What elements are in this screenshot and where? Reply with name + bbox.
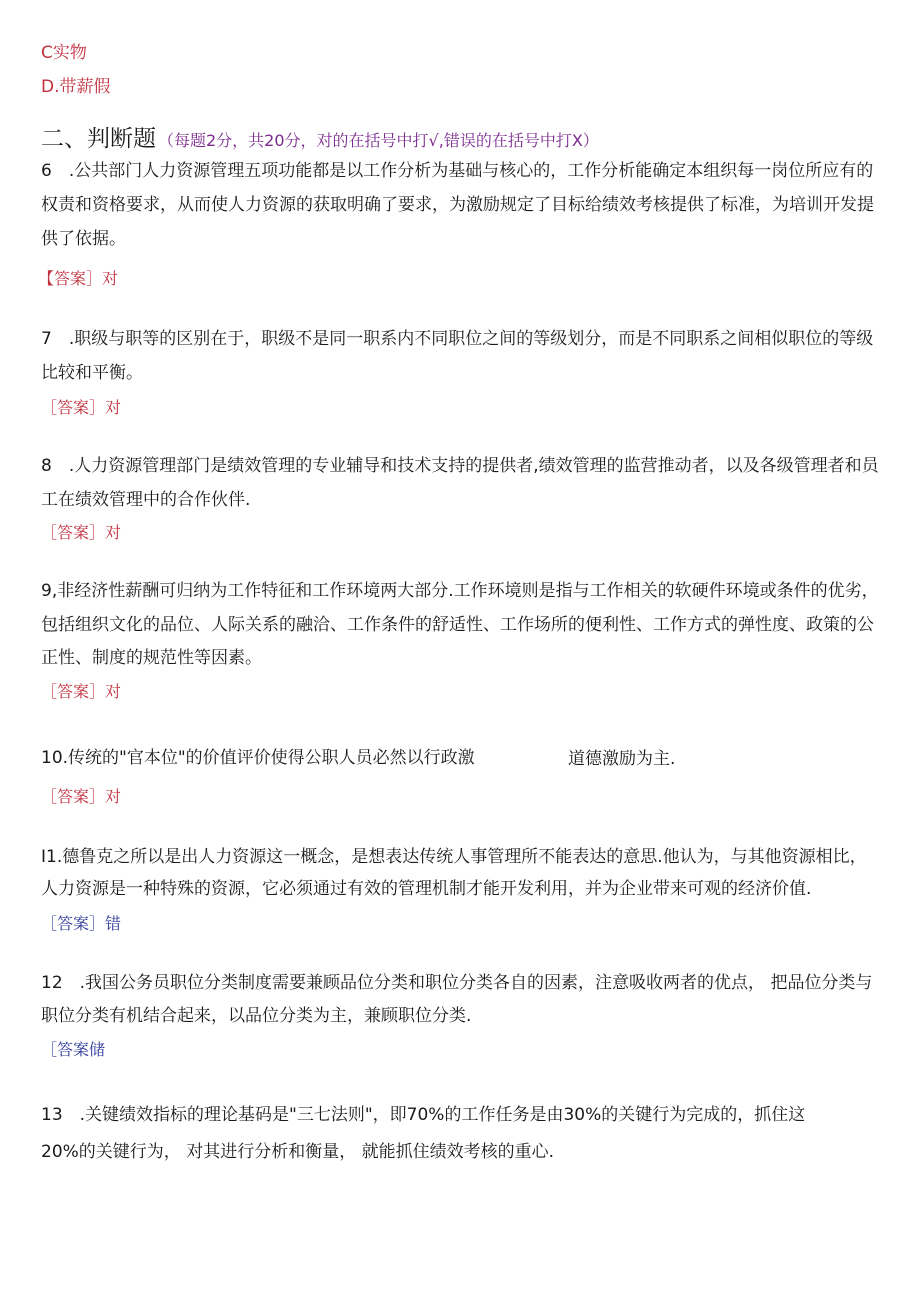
question-text-line: 职位分类有机结合起来，以品位分类为主，兼顾职位分类. [41,1006,472,1026]
answer-label: ［答案］对 [41,787,122,806]
answer-label: ［答案］对 [41,523,122,542]
question-text-line: 13 .关键绩效指标的理论基码是"三七法则"，即70%的工作任务是由30%的关键行为完成的，抓住这 [41,1105,806,1125]
question-text-line: 比较和平衡。 [41,363,143,383]
question-text-line: 正性、制度的规范性等因素。 [41,648,262,668]
question-text-line: 9,非经济性薪酬可归纳为工作特征和工作环境两大部分.工作环境则是指与工作相关的软硬件环境或条件的优劣， [41,581,879,601]
answer-label: 【答案］对 [38,269,119,288]
question-text-line: 供了依据。 [41,229,126,249]
question-text-line: 工在绩效管理中的合作伙伴. [41,490,251,510]
question-text-line: 道德激励为主. [568,749,676,769]
question-text-line: 6 .公共部门人力资源管理五项功能都是以工作分析为基础与核心的，工作分析能确定本组织每一岗位所应有的 [41,161,874,181]
question-text-line: 20%的关键行为， 对其进行分析和衡量， 就能抓住绩效考核的重心. [41,1142,554,1162]
answer-label: ［答案储 [41,1040,106,1059]
question-text-line: 权责和资格要求，从而使人力资源的获取明确了要求，为激励规定了目标给绩效考核提供了标准，为培训开发提 [41,195,874,215]
option-d: D.带薪假 [41,77,111,97]
question-text-line: I1.德鲁克之所以是出人力资源这一概念，是想表达传统人事管理所不能表达的意思.他认为，与其他资源相比， [41,847,867,867]
question-text-line: 8 .人力资源管理部门是绩效管理的专业辅导和技术支持的提供者,绩效管理的监营推动者，以及各级管理者和员 [41,456,879,476]
answer-label: ［答案］对 [41,682,122,701]
question-text-line: 10.传统的"官本位"的价值评价使得公职人员必然以行政激 [41,748,475,768]
question-text-line: 人力资源是一种特殊的资源，它必须通过有效的管理机制才能开发利用，并为企业带来可观的经济价值. [41,879,812,899]
option-c: C实物 [41,43,87,63]
answer-label: ［答案］错 [41,914,122,933]
section-title: 二、判断题 [41,126,156,152]
question-text-line: 包括组织文化的品位、人际关系的融洽、工作条件的舒适性、工作场所的便利性、工作方式的弹性度、政策的公 [41,615,874,635]
question-text-line: 7 .职级与职等的区别在于，职级不是同一职系内不同职位之间的等级划分，而是不同职系之间相似职位的等级 [41,329,874,349]
section-note: （每题2分，共20分，对的在括号中打√,错误的在括号中打X） [158,131,599,150]
question-text-line: 12 .我国公务员职位分类制度需要兼顾品位分类和职位分类各自的因素，注意吸收两者的优点， 把品位分类与 [41,973,873,993]
section-heading [41,120,599,153]
answer-label: ［答案］对 [41,398,122,417]
